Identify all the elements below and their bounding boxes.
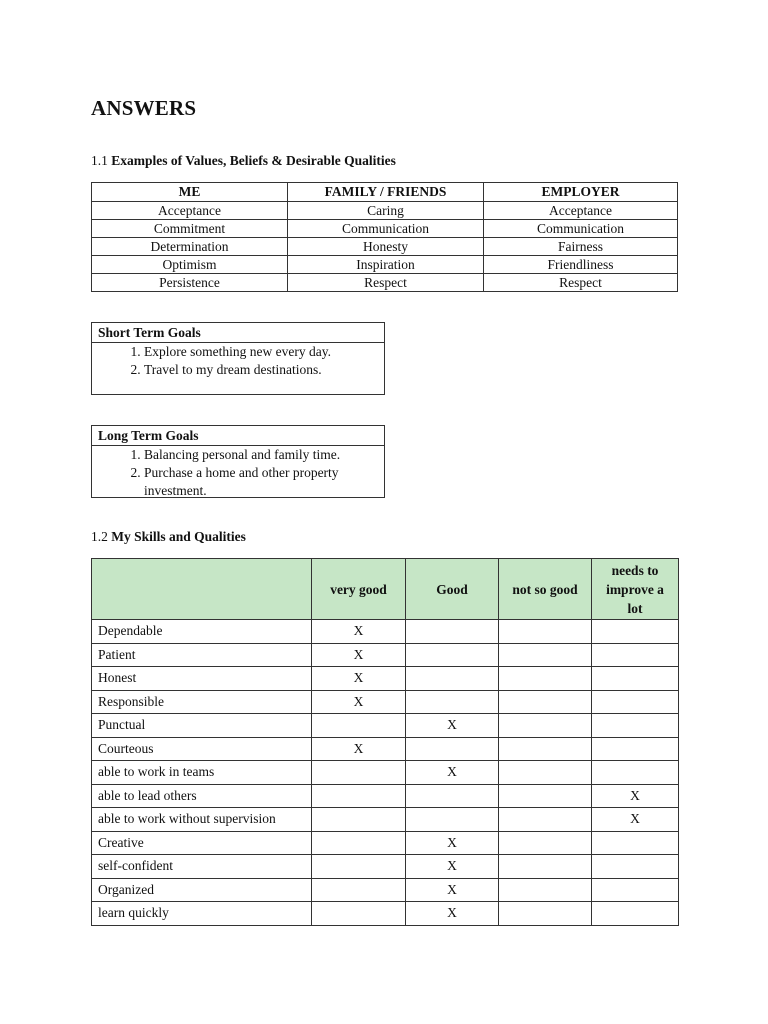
goal-item: 1. Balancing personal and family time. (144, 446, 384, 464)
short-term-goals-list (92, 343, 384, 379)
short-term-goals-heading: Short Term Goals (92, 323, 384, 343)
rating-mark: X (406, 714, 499, 738)
table-cell: Determination (92, 238, 288, 256)
rating-mark (592, 878, 679, 902)
rating-mark (592, 737, 679, 761)
skill-label: able to lead others (92, 784, 312, 808)
table-row (92, 202, 678, 220)
rating-mark (592, 902, 679, 926)
rating-mark (499, 714, 592, 738)
table-cell: Persistence (92, 274, 288, 292)
skill-label: Punctual (92, 714, 312, 738)
column-header: Good (406, 559, 499, 620)
rating-mark (406, 620, 499, 644)
section-title: Examples of Values, Beliefs & Desirable Qualities (111, 153, 396, 168)
skill-label: Responsible (92, 690, 312, 714)
column-header: EMPLOYER (484, 183, 678, 202)
rating-mark: X (312, 737, 406, 761)
rating-mark (406, 667, 499, 691)
table-row (92, 902, 679, 926)
table-cell: Acceptance (484, 202, 678, 220)
column-header (92, 559, 312, 620)
table-cell: Communication (288, 220, 484, 238)
rating-mark: X (406, 902, 499, 926)
rating-mark (592, 855, 679, 879)
rating-mark (499, 808, 592, 832)
table-cell: Fairness (484, 238, 678, 256)
table-row (92, 690, 679, 714)
table-row (92, 737, 679, 761)
rating-mark (312, 761, 406, 785)
table-cell: Respect (484, 274, 678, 292)
rating-mark (406, 643, 499, 667)
values-header-row (92, 183, 678, 202)
table-row (92, 274, 678, 292)
skill-label: able to work in teams (92, 761, 312, 785)
table-row (92, 620, 679, 644)
table-cell: Inspiration (288, 256, 484, 274)
rating-mark: X (312, 643, 406, 667)
section-title: My Skills and Qualities (111, 529, 246, 544)
table-row (92, 220, 678, 238)
skill-label: Courteous (92, 737, 312, 761)
table-cell: Acceptance (92, 202, 288, 220)
rating-mark (406, 690, 499, 714)
rating-mark (312, 855, 406, 879)
rating-mark (592, 667, 679, 691)
skill-label: Honest (92, 667, 312, 691)
section-heading-skills (91, 529, 246, 545)
rating-mark (499, 902, 592, 926)
section-number: 1.1 (91, 153, 108, 168)
rating-mark: X (312, 667, 406, 691)
table-cell: Caring (288, 202, 484, 220)
column-header: not so good (499, 559, 592, 620)
table-cell: Optimism (92, 256, 288, 274)
table-row (92, 761, 679, 785)
short-term-goals-box (91, 322, 385, 395)
rating-mark: X (406, 761, 499, 785)
rating-mark: X (406, 878, 499, 902)
table-row (92, 784, 679, 808)
goal-item: 2. Purchase a home and other property investment. (144, 464, 384, 500)
rating-mark (592, 761, 679, 785)
rating-mark: X (406, 831, 499, 855)
table-row (92, 667, 679, 691)
rating-mark (499, 761, 592, 785)
long-term-goals-list (92, 446, 384, 500)
table-cell: Communication (484, 220, 678, 238)
rating-mark (312, 808, 406, 832)
table-row (92, 878, 679, 902)
rating-mark (312, 714, 406, 738)
long-term-goals-box (91, 425, 385, 498)
rating-mark (592, 643, 679, 667)
table-row (92, 808, 679, 832)
skill-label: self-confident (92, 855, 312, 879)
table-row (92, 238, 678, 256)
long-term-goals-heading: Long Term Goals (92, 426, 384, 446)
table-cell: Friendliness (484, 256, 678, 274)
rating-mark (499, 690, 592, 714)
skill-label: Creative (92, 831, 312, 855)
section-heading-values (91, 153, 396, 169)
skill-label: Organized (92, 878, 312, 902)
rating-mark (406, 808, 499, 832)
rating-mark (592, 620, 679, 644)
rating-mark (592, 831, 679, 855)
page-title: ANSWERS (91, 96, 197, 120)
rating-mark (406, 784, 499, 808)
column-header: FAMILY / FRIENDS (288, 183, 484, 202)
skills-header-row (92, 559, 679, 620)
table-row (92, 256, 678, 274)
skill-label: Patient (92, 643, 312, 667)
table-row (92, 831, 679, 855)
rating-mark (499, 855, 592, 879)
table-cell: Commitment (92, 220, 288, 238)
skill-label: able to work without supervision (92, 808, 312, 832)
rating-mark: X (312, 690, 406, 714)
column-header: ME (92, 183, 288, 202)
rating-mark (592, 690, 679, 714)
rating-mark (499, 667, 592, 691)
rating-mark (499, 831, 592, 855)
goal-item: 1. Explore something new every day. (144, 343, 384, 361)
rating-mark (312, 784, 406, 808)
column-header: very good (312, 559, 406, 620)
rating-mark: X (592, 784, 679, 808)
goal-item: 2. Travel to my dream destinations. (144, 361, 384, 379)
table-row (92, 643, 679, 667)
rating-mark: X (312, 620, 406, 644)
column-header: needs to improve a lot (592, 559, 679, 620)
rating-mark (499, 643, 592, 667)
rating-mark: X (406, 855, 499, 879)
skill-label: Dependable (92, 620, 312, 644)
rating-mark (499, 737, 592, 761)
rating-mark: X (592, 808, 679, 832)
rating-mark (312, 902, 406, 926)
values-table (91, 182, 678, 292)
skills-table (91, 558, 679, 926)
rating-mark (406, 737, 499, 761)
section-number: 1.2 (91, 529, 108, 544)
skill-label: learn quickly (92, 902, 312, 926)
table-row (92, 855, 679, 879)
table-cell: Honesty (288, 238, 484, 256)
rating-mark (499, 878, 592, 902)
rating-mark (312, 878, 406, 902)
rating-mark (312, 831, 406, 855)
rating-mark (592, 714, 679, 738)
rating-mark (499, 784, 592, 808)
table-cell: Respect (288, 274, 484, 292)
rating-mark (499, 620, 592, 644)
table-row (92, 714, 679, 738)
